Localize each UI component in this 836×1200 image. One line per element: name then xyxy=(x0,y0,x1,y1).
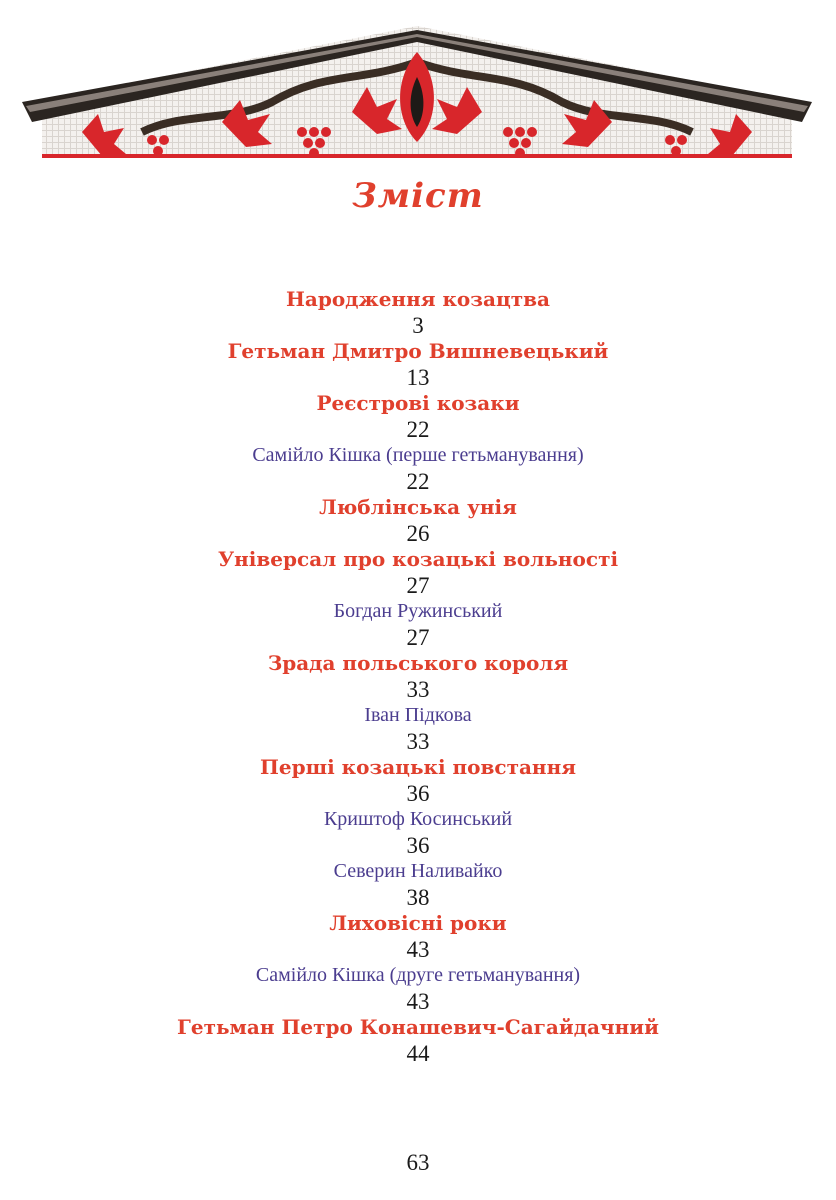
toc-entry-page-number: 22 xyxy=(406,469,430,494)
toc-entry xyxy=(0,858,836,910)
toc-entry-page-number: 36 xyxy=(406,781,430,806)
toc-entry xyxy=(0,806,836,858)
toc-entry xyxy=(0,1014,836,1066)
toc-entry-page-number: 43 xyxy=(406,989,430,1014)
toc-entry-page-number: 13 xyxy=(406,365,430,390)
toc-entry xyxy=(0,754,836,806)
toc-entry-page-number: 22 xyxy=(406,417,430,442)
embroidered-towel-ornament xyxy=(22,22,812,162)
toc-entry-title: Гетьман Дмитро Вишневецький xyxy=(227,339,609,363)
toc-entry-title: Реєстрові козаки xyxy=(316,391,520,415)
toc-entry-title: Самійло Кішка (друге гетьманування) xyxy=(255,964,581,986)
toc-entry xyxy=(0,546,836,598)
toc-entry xyxy=(0,286,836,338)
toc-entry xyxy=(0,390,836,442)
toc-entry xyxy=(0,702,836,754)
toc-entry-page-number: 27 xyxy=(406,625,430,650)
toc-entry-title: Гетьман Петро Конашевич-Сагайдачний xyxy=(177,1015,659,1039)
toc-entry xyxy=(0,494,836,546)
page-title: Зміст xyxy=(352,176,484,216)
table-of-contents xyxy=(0,286,836,1066)
toc-entry-title: Люблінська унія xyxy=(319,495,517,519)
toc-entry-title: Універсал про козацькі вольності xyxy=(217,547,619,571)
toc-entry-page-number: 36 xyxy=(406,833,430,858)
toc-entry xyxy=(0,442,836,494)
toc-entry xyxy=(0,338,836,390)
toc-entry-page-number: 33 xyxy=(406,729,430,754)
toc-entry xyxy=(0,910,836,962)
toc-entry-title: Богдан Ружинський xyxy=(333,600,503,622)
toc-entry-title: Самійло Кішка (перше гетьманування) xyxy=(252,444,584,466)
toc-entry xyxy=(0,962,836,1014)
toc-entry-page-number: 3 xyxy=(412,313,424,338)
toc-entry-page-number: 43 xyxy=(406,937,430,962)
toc-entry-title: Іван Підкова xyxy=(364,704,472,726)
page-number: 63 xyxy=(406,1150,430,1175)
toc-entry-title: Перші козацькі повстання xyxy=(260,755,576,779)
toc-entry-page-number: 44 xyxy=(406,1041,430,1066)
toc-entry xyxy=(0,598,836,650)
toc-entry-page-number: 26 xyxy=(406,521,430,546)
toc-entry-page-number: 27 xyxy=(406,573,430,598)
toc-entry xyxy=(0,650,836,702)
toc-entry-title: Лиховісні роки xyxy=(329,911,507,935)
toc-entry-page-number: 33 xyxy=(406,677,430,702)
toc-entry-title: Криштоф Косинський xyxy=(323,808,513,830)
toc-entry-page-number: 38 xyxy=(406,885,430,910)
toc-entry-title: Северин Наливайко xyxy=(333,860,503,882)
toc-entry-title: Народження козацтва xyxy=(286,287,550,311)
toc-entry-title: Зрада польського короля xyxy=(267,651,569,675)
